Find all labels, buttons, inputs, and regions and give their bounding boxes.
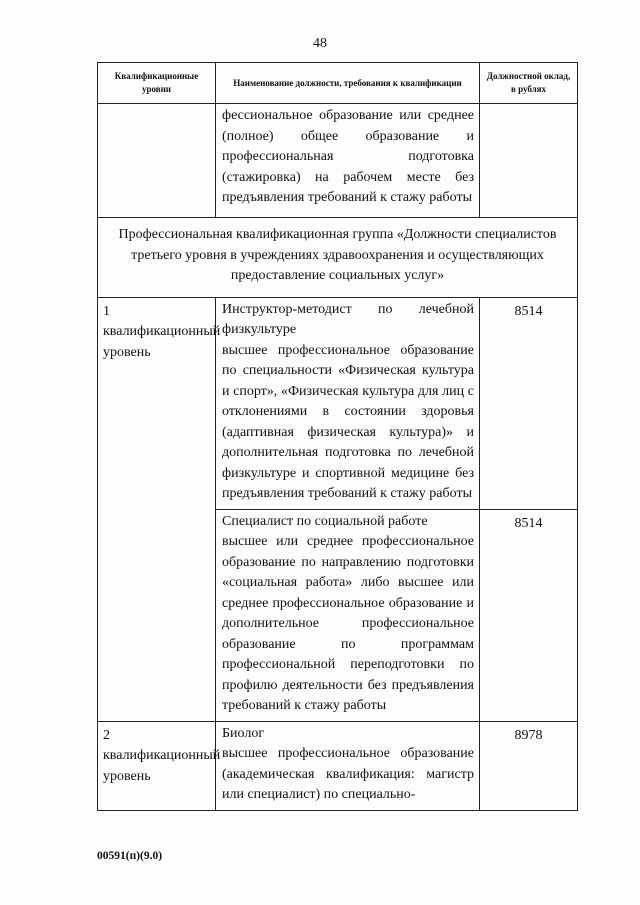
position-cell	[216, 721, 480, 810]
level-label: 2 квалификационный уровень	[98, 721, 216, 810]
group-title: Профессиональная квалификационная группа «Должности специалистов третьего уровня в учреждениях здравоохранения и осуществляющих предоставление социальных услуг»	[98, 218, 578, 298]
qualification-table	[97, 62, 578, 811]
position-requirements: высшее или среднее профессиональное образование по направлению подготовки «социальная работа» либо высшее или среднее профессиональное образование и дополнительное профессиональное образование по программам профессиональной переподготовки по профилю деятельности без предъявления требований к стажу работы	[222, 534, 474, 713]
header-salary: Должностной оклад, в рублях	[480, 63, 578, 104]
table-header-row	[98, 63, 578, 104]
position-title: Биолог	[222, 725, 265, 741]
table-row	[98, 104, 578, 218]
header-position: Наименование должности, требования к квалификации	[216, 63, 480, 104]
position-requirements: высшее профессиональное образование (академическая квалификация: магистр или специалист) по специально-	[222, 746, 474, 802]
salary-value: 8514	[480, 509, 578, 721]
position-title: Специалист по социальной работе	[222, 513, 428, 529]
position-title: Инструктор-методист по лечебной физкультуре	[222, 301, 474, 337]
salary-value: 8978	[480, 721, 578, 810]
table-row	[98, 721, 578, 810]
position-requirements: высшее профессиональное образование по специальности «Физическая культура и спорт», «Физическая культура для лиц с отклонениями в состоянии здоровья (адаптивная физическая культура)» и дополнительная подготовка по лечебной физкультуре и спортивной медицине без предъявления требований к стажу работы	[222, 342, 474, 501]
header-levels: Квалификационные уровни	[98, 63, 216, 104]
position-cell	[216, 509, 480, 721]
salary-cell-empty	[480, 104, 578, 218]
position-cell	[216, 297, 480, 509]
group-row	[98, 218, 578, 298]
continuation-text: фессиональное образование или среднее (полное) общее образование и профессиональная подготовка (стажировка) на рабочем месте без предъявления требований к стажу работы	[216, 104, 480, 218]
salary-value: 8514	[480, 297, 578, 509]
level-cell-empty	[98, 104, 216, 218]
page-number: 48	[313, 36, 327, 51]
document-code: 00591(п)(9.0)	[97, 850, 163, 862]
table-row	[98, 297, 578, 509]
level-label: 1 квалификационный уровень	[98, 297, 216, 721]
